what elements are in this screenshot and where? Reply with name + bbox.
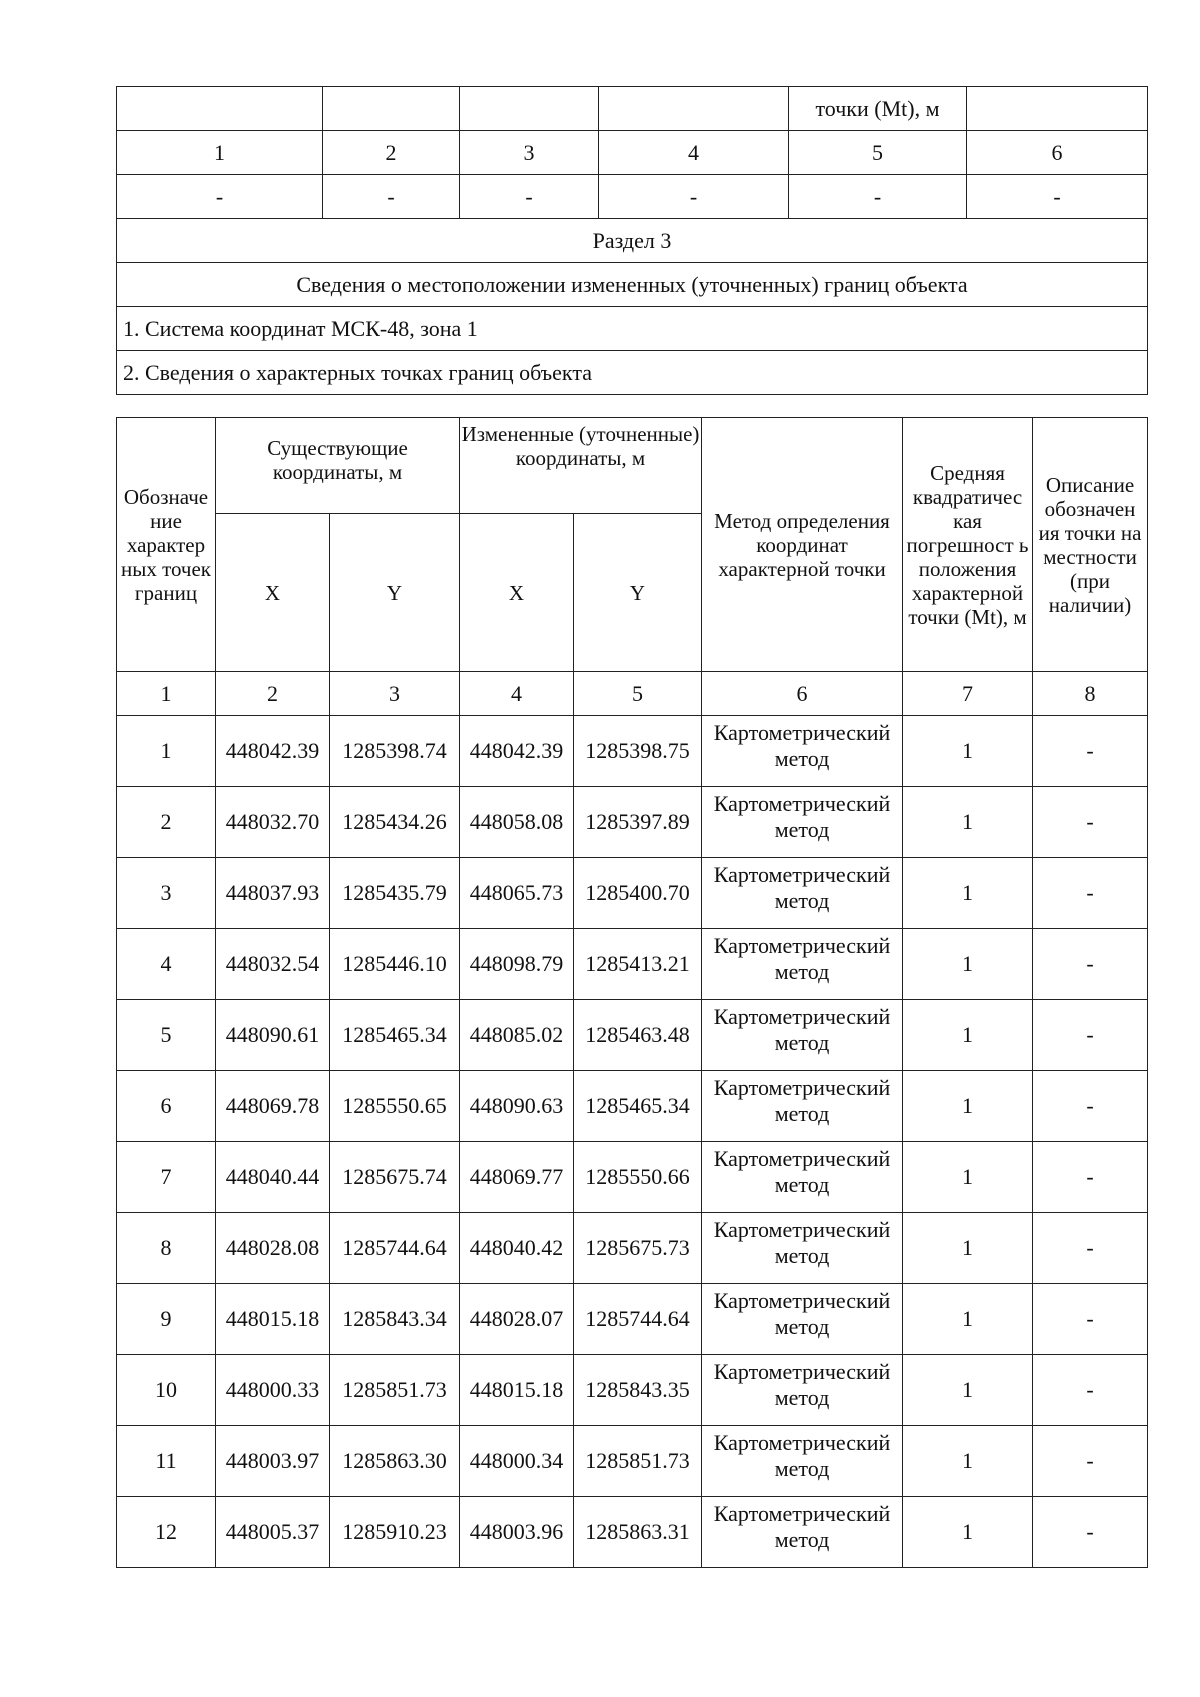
- existing-x: 448069.78: [216, 1071, 330, 1142]
- point-number: 2: [117, 787, 216, 858]
- changed-y: 1285465.34: [574, 1071, 702, 1142]
- table-row: [117, 787, 1148, 858]
- existing-x: 448028.08: [216, 1213, 330, 1284]
- mt-value: 1: [903, 858, 1033, 929]
- mt-value: 1: [903, 716, 1033, 787]
- header-changed: Измененные (уточненные) координаты, м: [460, 418, 702, 514]
- table-row: [117, 929, 1148, 1000]
- existing-y: 1285744.64: [330, 1213, 460, 1284]
- coord-system-row: [117, 307, 1148, 351]
- header-method: Метод определения координат характерной точки: [702, 418, 903, 672]
- changed-y: 1285463.48: [574, 1000, 702, 1071]
- description: -: [1033, 1213, 1148, 1284]
- section-subtitle-row: [117, 263, 1148, 307]
- column-number: 3: [330, 672, 460, 716]
- table-row: [117, 1000, 1148, 1071]
- point-number: 3: [117, 858, 216, 929]
- method: Картометрический метод: [702, 787, 903, 858]
- description: -: [1033, 1142, 1148, 1213]
- mt-value: 1: [903, 1142, 1033, 1213]
- changed-y: 1285851.73: [574, 1426, 702, 1497]
- description: -: [1033, 929, 1148, 1000]
- point-number: 8: [117, 1213, 216, 1284]
- table-cell: -: [460, 175, 599, 219]
- description: -: [1033, 1426, 1148, 1497]
- description: -: [1033, 787, 1148, 858]
- points-caption: 2. Сведения о характерных точках границ объекта: [117, 351, 1148, 395]
- column-number: 4: [599, 131, 789, 175]
- table-cell: -: [599, 175, 789, 219]
- table-row: [117, 1142, 1148, 1213]
- column-number: 6: [702, 672, 903, 716]
- existing-x: 448040.44: [216, 1142, 330, 1213]
- description: -: [1033, 1071, 1148, 1142]
- existing-x: 448005.37: [216, 1497, 330, 1568]
- header-fragment: точки (Mt), м: [789, 87, 967, 131]
- existing-y: 1285435.79: [330, 858, 460, 929]
- table-row: [117, 858, 1148, 929]
- description: -: [1033, 1000, 1148, 1071]
- existing-x: 448032.54: [216, 929, 330, 1000]
- header-description: Описание обозначен ия точки на местности (при наличии): [1033, 418, 1148, 672]
- table-cell: -: [967, 175, 1148, 219]
- table-row: [117, 1497, 1148, 1568]
- description: -: [1033, 858, 1148, 929]
- existing-y: 1285910.23: [330, 1497, 460, 1568]
- changed-y: 1285843.35: [574, 1355, 702, 1426]
- header-y: Y: [330, 514, 460, 672]
- point-number: 5: [117, 1000, 216, 1071]
- existing-x: 448037.93: [216, 858, 330, 929]
- existing-y: 1285434.26: [330, 787, 460, 858]
- table-row: [117, 1213, 1148, 1284]
- changed-x: 448040.42: [460, 1213, 574, 1284]
- mt-value: 1: [903, 1284, 1033, 1355]
- mt-value: 1: [903, 787, 1033, 858]
- table-row: [117, 1284, 1148, 1355]
- table-cell: -: [323, 175, 460, 219]
- method: Картометрический метод: [702, 1213, 903, 1284]
- section-title-row: [117, 219, 1148, 263]
- column-number: 2: [216, 672, 330, 716]
- point-number: 12: [117, 1497, 216, 1568]
- point-number: 4: [117, 929, 216, 1000]
- column-number: 4: [460, 672, 574, 716]
- mt-value: 1: [903, 1000, 1033, 1071]
- description: -: [1033, 716, 1148, 787]
- table-row: [117, 716, 1148, 787]
- changed-x: 448069.77: [460, 1142, 574, 1213]
- changed-y: 1285413.21: [574, 929, 702, 1000]
- existing-x: 448042.39: [216, 716, 330, 787]
- column-number: 2: [323, 131, 460, 175]
- changed-x: 448003.96: [460, 1497, 574, 1568]
- method: Картометрический метод: [702, 929, 903, 1000]
- existing-x: 448015.18: [216, 1284, 330, 1355]
- method: Картометрический метод: [702, 716, 903, 787]
- table-row: [117, 1355, 1148, 1426]
- changed-y: 1285550.66: [574, 1142, 702, 1213]
- table-row: [117, 1071, 1148, 1142]
- column-numbers-row: [117, 131, 1148, 175]
- table-cell: -: [117, 175, 323, 219]
- method: Картометрический метод: [702, 1284, 903, 1355]
- point-number: 7: [117, 1142, 216, 1213]
- table-row: [117, 1426, 1148, 1497]
- header-designation: Обозначе ние характер ных точек границ: [117, 418, 216, 672]
- changed-x: 448000.34: [460, 1426, 574, 1497]
- changed-x: 448090.63: [460, 1071, 574, 1142]
- changed-y: 1285744.64: [574, 1284, 702, 1355]
- header-y: Y: [574, 514, 702, 672]
- table-row: [117, 87, 1148, 131]
- point-number: 1: [117, 716, 216, 787]
- changed-y: 1285397.89: [574, 787, 702, 858]
- column-number: 1: [117, 672, 216, 716]
- changed-y: 1285863.31: [574, 1497, 702, 1568]
- method: Картометрический метод: [702, 1071, 903, 1142]
- changed-x: 448098.79: [460, 929, 574, 1000]
- column-number: 6: [967, 131, 1148, 175]
- description: -: [1033, 1497, 1148, 1568]
- column-number: 1: [117, 131, 323, 175]
- header-existing: Существующие координаты, м: [216, 418, 460, 514]
- points-caption-row: [117, 351, 1148, 395]
- top-table: [116, 86, 1148, 395]
- existing-y: 1285550.65: [330, 1071, 460, 1142]
- section-subtitle: Сведения о местоположении измененных (уточненных) границ объекта: [117, 263, 1148, 307]
- existing-y: 1285398.74: [330, 716, 460, 787]
- description: -: [1033, 1355, 1148, 1426]
- points-body: [117, 716, 1148, 1568]
- mt-value: 1: [903, 1213, 1033, 1284]
- method: Картометрический метод: [702, 1355, 903, 1426]
- changed-x: 448085.02: [460, 1000, 574, 1071]
- mt-value: 1: [903, 1426, 1033, 1497]
- table-cell: -: [789, 175, 967, 219]
- changed-x: 448042.39: [460, 716, 574, 787]
- table-cell: [460, 87, 599, 131]
- existing-y: 1285446.10: [330, 929, 460, 1000]
- existing-x: 448003.97: [216, 1426, 330, 1497]
- mt-value: 1: [903, 1071, 1033, 1142]
- header-x: X: [460, 514, 574, 672]
- column-number: 7: [903, 672, 1033, 716]
- mt-value: 1: [903, 1355, 1033, 1426]
- method: Картометрический метод: [702, 1000, 903, 1071]
- column-number: 5: [574, 672, 702, 716]
- existing-x: 448032.70: [216, 787, 330, 858]
- changed-y: 1285398.75: [574, 716, 702, 787]
- existing-x: 448000.33: [216, 1355, 330, 1426]
- changed-y: 1285675.73: [574, 1213, 702, 1284]
- column-number: 8: [1033, 672, 1148, 716]
- existing-y: 1285863.30: [330, 1426, 460, 1497]
- table-cell: [967, 87, 1148, 131]
- table-cell: [323, 87, 460, 131]
- changed-y: 1285400.70: [574, 858, 702, 929]
- existing-y: 1285843.34: [330, 1284, 460, 1355]
- point-number: 11: [117, 1426, 216, 1497]
- mt-value: 1: [903, 1497, 1033, 1568]
- section-title: Раздел 3: [117, 219, 1148, 263]
- existing-x: 448090.61: [216, 1000, 330, 1071]
- existing-y: 1285465.34: [330, 1000, 460, 1071]
- header-row: [117, 418, 1148, 514]
- changed-x: 448058.08: [460, 787, 574, 858]
- point-number: 6: [117, 1071, 216, 1142]
- existing-y: 1285675.74: [330, 1142, 460, 1213]
- points-table: [116, 417, 1148, 1568]
- empty-data-row: [117, 175, 1148, 219]
- changed-x: 448065.73: [460, 858, 574, 929]
- existing-y: 1285851.73: [330, 1355, 460, 1426]
- header-x: X: [216, 514, 330, 672]
- point-number: 10: [117, 1355, 216, 1426]
- coord-system: 1. Система координат МСК-48, зона 1: [117, 307, 1148, 351]
- description: -: [1033, 1284, 1148, 1355]
- changed-x: 448015.18: [460, 1355, 574, 1426]
- method: Картометрический метод: [702, 1426, 903, 1497]
- column-numbers-row: [117, 672, 1148, 716]
- method: Картометрический метод: [702, 1497, 903, 1568]
- method: Картометрический метод: [702, 1142, 903, 1213]
- mt-value: 1: [903, 929, 1033, 1000]
- method: Картометрический метод: [702, 858, 903, 929]
- header-error: Средняя квадратичес кая погрешност ь положения характерной точки (Mt), м: [903, 418, 1033, 672]
- table-cell: [599, 87, 789, 131]
- column-number: 5: [789, 131, 967, 175]
- point-number: 9: [117, 1284, 216, 1355]
- table-cell: [117, 87, 323, 131]
- column-number: 3: [460, 131, 599, 175]
- changed-x: 448028.07: [460, 1284, 574, 1355]
